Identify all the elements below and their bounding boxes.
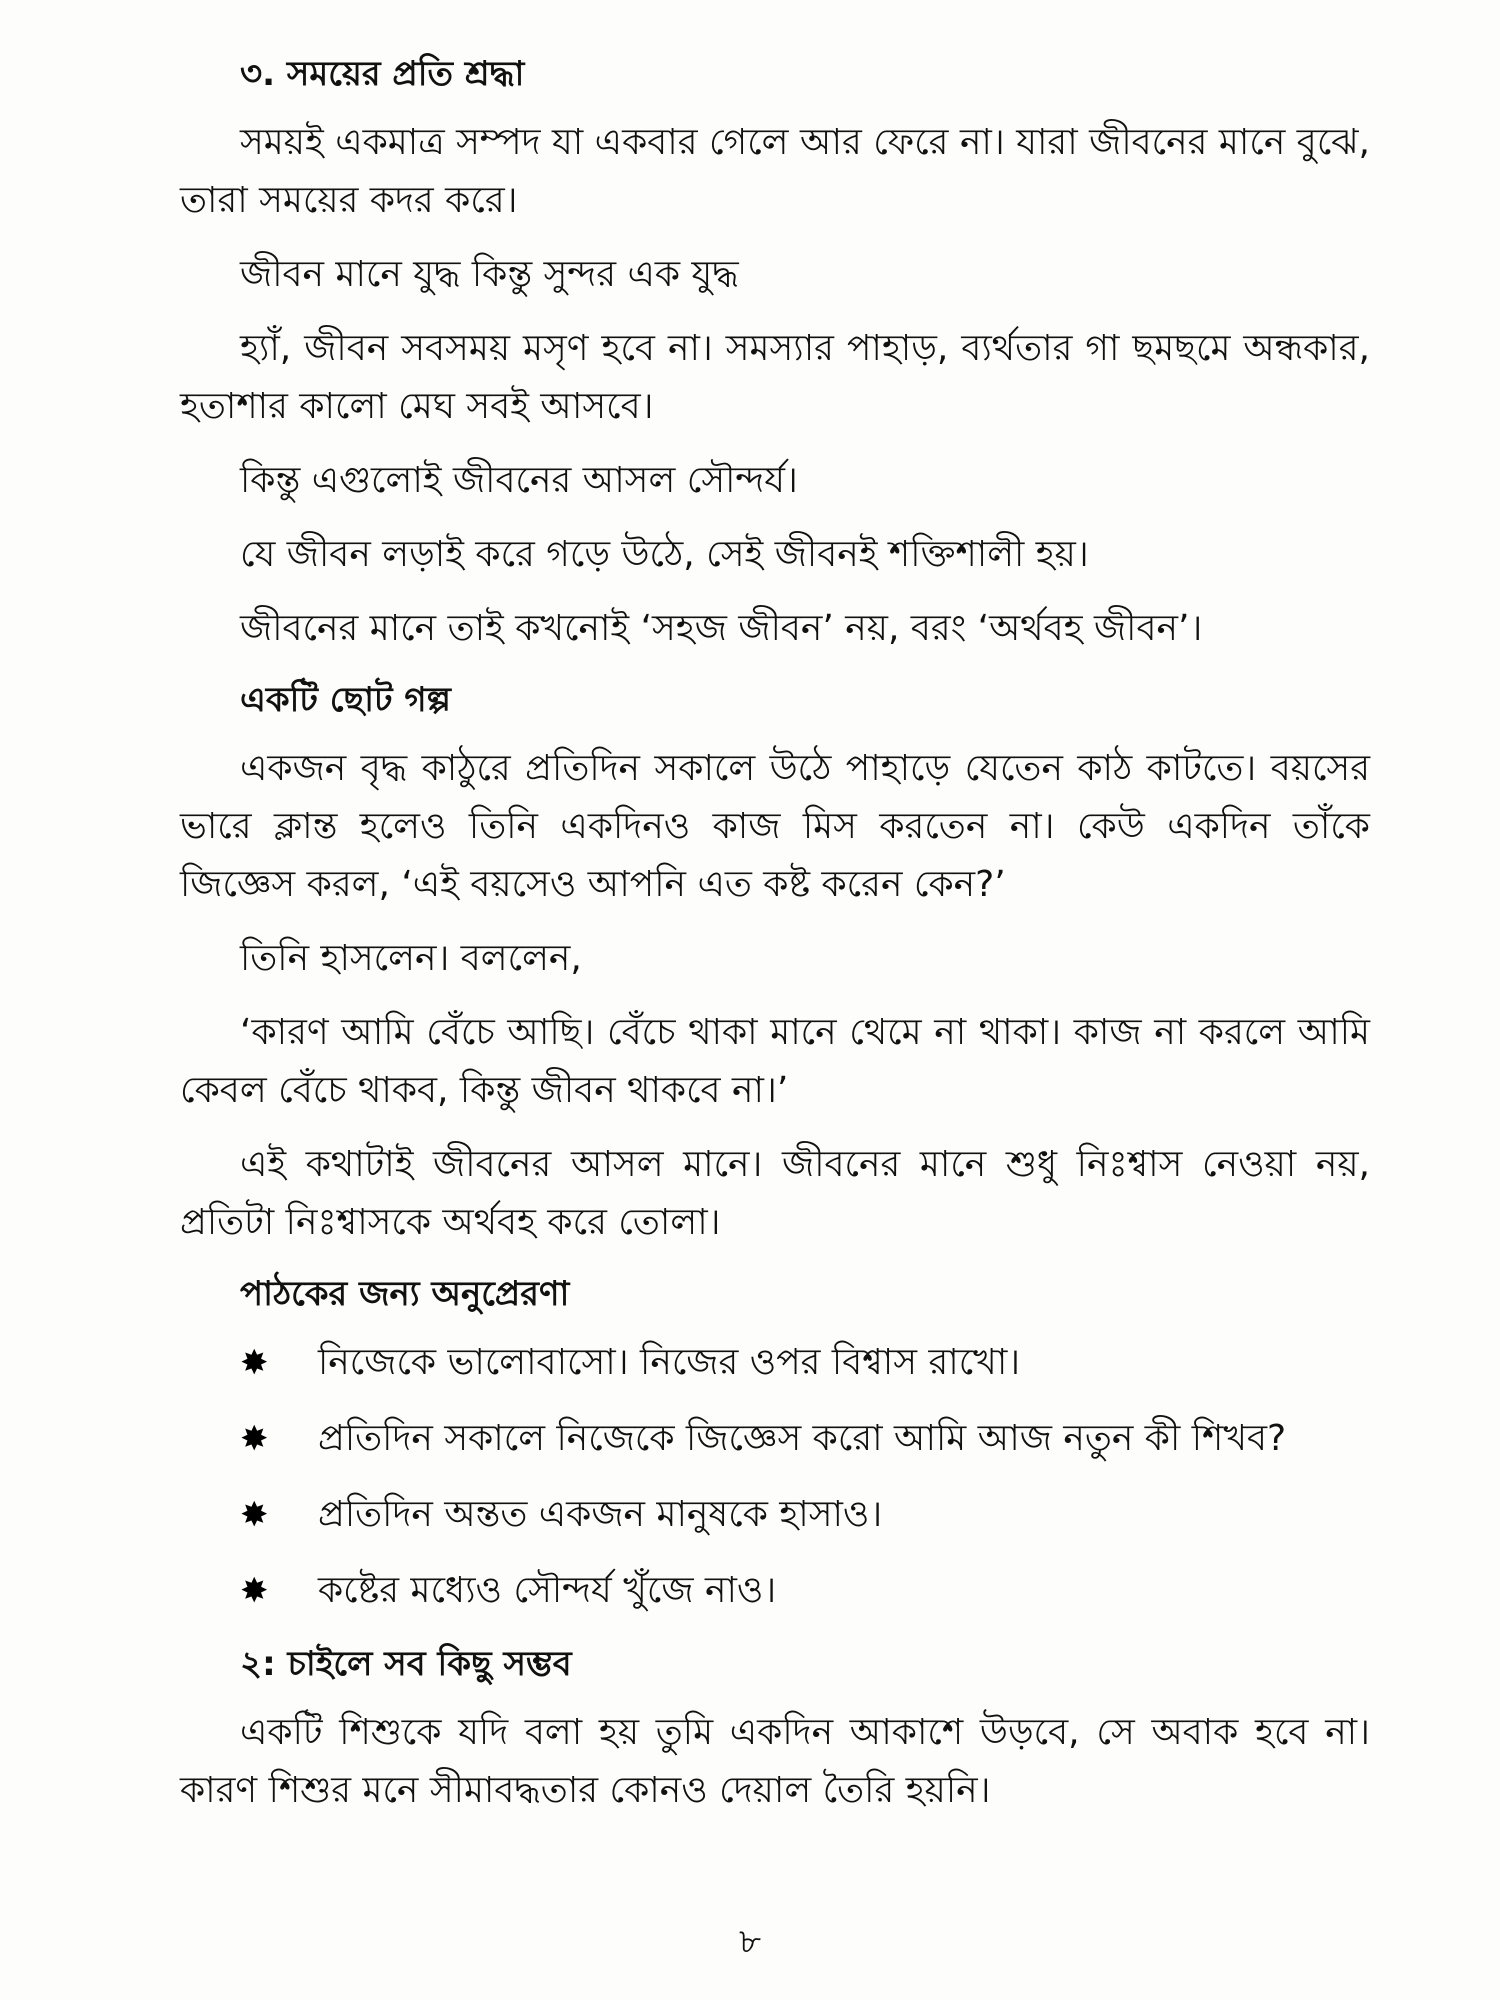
paragraph: জীবন মানে যুদ্ধ কিন্তু সুন্দর এক যুদ্ধ [240,254,739,295]
paragraph: হ্যাঁ, জীবন সবসময় মসৃণ হবে না। সমস্যার পাহাড়, ব্যর্থতার গা ছমছমে অন্ধকার, হতাশার কালো মেঘ সবই আসবে। [180,328,1370,427]
page-content [180,48,1370,1836]
section-heading-respect-for-time: ৩. সময়ের প্রতি শ্রদ্ধা [240,54,525,94]
paragraph: একজন বৃদ্ধ কাঠুরে প্রতিদিন সকালে উঠে পাহাড়ে যেতেন কাঠ কাটতে। বয়সের ভারে ক্লান্ত হলেও তিনি একদিনও কাজ মিস করতেন না। কেউ একদিন তাঁকে জিজ্ঞেস করল, ‘এই বয়সেও আপনি এত কষ্ট করেন কেন?’ [180,748,1370,905]
list-item [240,1562,1370,1620]
paragraph: সময়ই একমাত্র সম্পদ যা একবার গেলে আর ফেরে না। যারা জীবনের মানে বুঝে, তারা সময়ের কদর করে। [180,122,1370,221]
page-number: ৮ [738,1922,762,1962]
paragraph: তিনি হাসলেন। বললেন, [240,938,582,979]
paragraph: এই কথাটাই জীবনের আসল মানে। জীবনের মানে শুধু নিঃশ্বাস নেওয়া নয়, প্রতিটা নিঃশ্বাসকে অর্থবহ করে তোলা। [180,1144,1370,1243]
paragraph: ‘কারণ আমি বেঁচে আছি। বেঁচে থাকা মানে থেমে না থাকা। কাজ না করলে আমি কেবল বেঁচে থাকব, কিন্তু জীবন থাকবে না।’ [180,1012,1370,1111]
asterisk-bullet-icon: ✸ [240,1419,269,1459]
asterisk-bullet-icon: ✸ [240,1343,269,1383]
paragraph: যে জীবন লড়াই করে গড়ে উঠে, সেই জীবনই শক্তিশালী হয়। [240,534,1089,575]
paragraph: কিন্তু এগুলোই জীবনের আসল সৌন্দর্য। [240,460,798,501]
list-item-text: প্রতিদিন সকালে নিজেকে জিজ্ঞেস করো আমি আজ নতুন কী শিখব? [318,1418,1287,1459]
section-heading-everything-possible: ২: চাইলে সব কিছু সম্ভব [240,1644,572,1684]
section-heading-inspiration: পাঠকের জন্য অনুপ্রেরণা [240,1274,570,1314]
list-item-text: প্রতিদিন অন্তত একজন মানুষকে হাসাও। [318,1494,883,1535]
list-item [240,1410,1370,1468]
list-item [240,1334,1370,1392]
inspiration-list [180,1334,1370,1620]
list-item-text: কষ্টের মধ্যেও সৌন্দর্য খুঁজে নাও। [318,1570,777,1611]
list-item-text: নিজেকে ভালোবাসো। নিজের ওপর বিশ্বাস রাখো। [318,1342,1021,1383]
asterisk-bullet-icon: ✸ [240,1495,269,1535]
section-heading-short-story: একটি ছোট গল্প [240,680,451,720]
list-item [240,1486,1370,1544]
paragraph: জীবনের মানে তাই কখনোই ‘সহজ জীবন’ নয়, বরং ‘অর্থবহ জীবন’। [240,608,1203,649]
paragraph: একটি শিশুকে যদি বলা হয় তুমি একদিন আকাশে উড়বে, সে অবাক হবে না। কারণ শিশুর মনে সীমাবদ্ধতার কোনও দেয়াল তৈরি হয়নি। [180,1712,1370,1811]
asterisk-bullet-icon: ✸ [240,1571,269,1611]
